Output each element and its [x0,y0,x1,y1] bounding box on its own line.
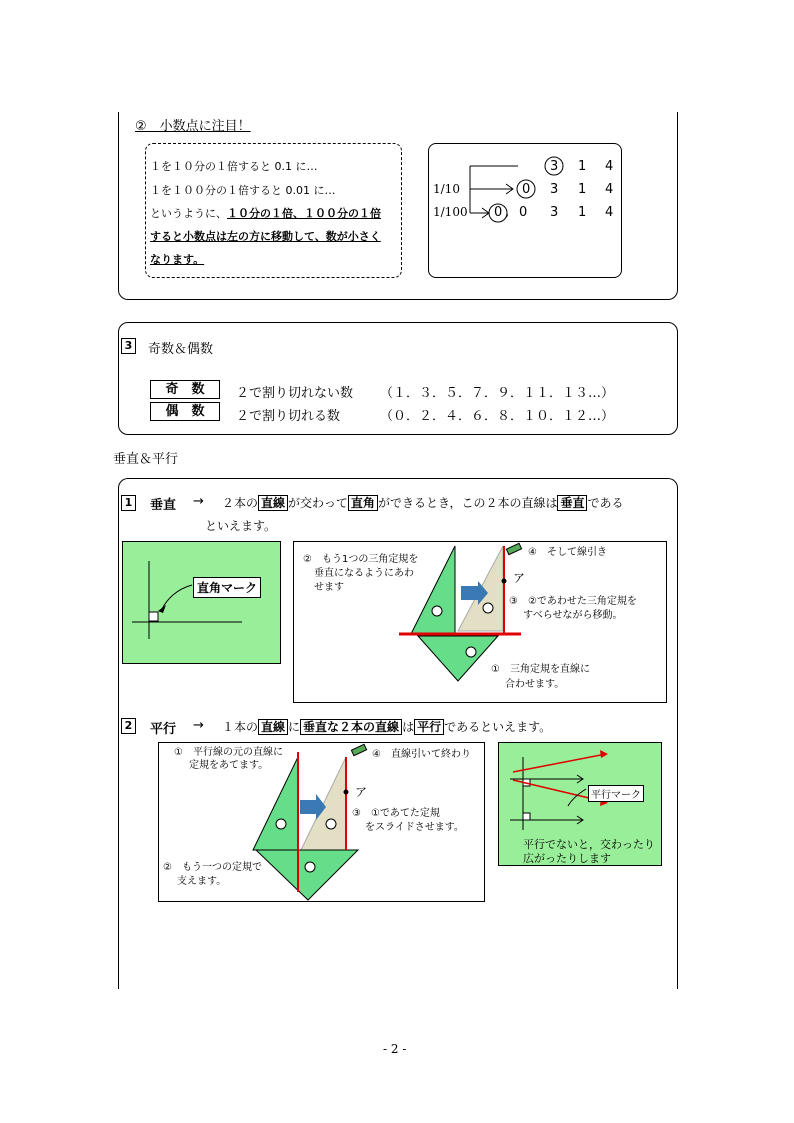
perp-arrow: → [193,494,204,509]
para-def-t4: であるといえます。 [444,720,552,734]
perp-def-keyword-perpendicular: 垂直 [557,495,587,511]
perp-def-t1: ２本の [222,496,259,510]
para-def-t1: １本の [222,720,259,734]
para-step3-line2: をスライドさせます。 [365,822,464,833]
perp-step2-line2: 垂直になるようにあわ [314,568,414,579]
para-def-keyword-parallel: 平行 [414,719,444,735]
row2-digit-4: 4 [605,182,614,197]
odd-examples: （１．３．５．７．９．１１．１３…） [380,386,615,401]
explanation-line-4: すると小数点は左の方に移動して、数が小さく [150,230,381,243]
parallel-mark-label: 平行マーク [588,785,644,802]
perp-def-keyword-line: 直線 [258,495,288,511]
para-step2-line1: ② もう一つの定規で [163,862,262,873]
row2-digit-1: 1 [578,182,587,197]
row2-digit-0: 0 [522,182,531,197]
section3-number: 3 [121,338,136,354]
right-angle-drawing [122,541,280,663]
perp-definition-line2: といえます。 [205,519,277,533]
even-label: 偶 数 [150,402,220,421]
explanation-line-3 [150,205,381,221]
row2-label: 1/10 [433,182,460,196]
page-number: - 2 - [383,1042,407,1056]
even-text: ２で割り切れる数 [236,409,341,424]
perp-definition [222,494,624,511]
para-def-keyword-two-perp: 垂直な２本の直線 [300,719,402,735]
para-def-t3: は [402,720,415,734]
explanation-line-1: １を１０分の１倍すると 0.1 に… [150,160,318,173]
perp-step2-line3: せます [314,582,344,593]
row1-digit-1: 1 [578,159,587,174]
perp-def-t3: ができるとき，この２本の直線は [377,496,558,510]
para-number: 2 [121,718,136,734]
right-angle-mark-label: 直角マーク [193,577,261,598]
row3-label: 1/100 [433,205,468,219]
row1-digit-4: 4 [605,159,614,174]
para-step1-line1: ① 平行線の元の直線に [174,747,283,758]
section2-heading: ② 小数点に注目！ [135,119,251,134]
explanation-line-3b: １０分の１倍、１００分の１倍 [227,207,381,220]
odd-label: 奇 数 [150,380,220,399]
even-examples: （０．２．４．６．８．１０．１２…） [380,409,615,424]
odd-text: ２で割り切れない数 [236,386,354,401]
para-step4: ④ 直線引いて終わり [372,749,471,760]
para-definition [222,718,551,735]
perp-step4: ④ そして線引き [528,547,607,558]
row3-digit-0: 0 [494,205,503,220]
row3-digit-3: 3 [550,205,559,220]
row3-digit-1: 1 [578,205,587,220]
parallel-note-line1: 平行でないと，交わったり [523,838,655,851]
perp-step1-line1: ① 三角定規を直線に [491,664,590,675]
perp-step3-line2: すべらせながら移動。 [523,610,623,621]
row2-digit-3: 3 [550,182,559,197]
parallel-note-line2: 広がったりします [523,852,611,865]
explanation-line-5: なります。 [150,253,205,266]
perp-a-label: ア [513,571,526,585]
perp-def-t2: が交わって [288,496,348,510]
perp-def-t4: である [587,496,624,510]
explanation-line-3a: というように、 [150,207,227,220]
perp-number: 1 [121,495,136,511]
row3-digit-4: 4 [605,205,614,220]
section3-title: 奇数＆偶数 [148,342,214,357]
para-arrow: → [193,718,204,733]
para-a-label: ア [355,785,368,799]
para-step1-line2: 定規をあてます。 [189,760,269,771]
para-step2-line2: 支えます。 [177,876,227,887]
perp-step2-line1: ② もう1つの三角定規を [303,554,419,565]
para-title: 平行 [150,722,177,737]
perp-def-keyword-right-angle: 直角 [348,495,378,511]
row3-decimal-dot: , [505,205,510,220]
explanation-line-2: １を１００分の１倍すると 0.01 に… [150,184,336,197]
row3-digit-00: 0 [519,205,528,220]
para-step3-line1: ③ ①であてた定規 [352,808,440,819]
perp-step1-line2: 合わせます。 [505,679,565,690]
para-def-keyword-line: 直線 [258,719,288,735]
para-def-t2: に [288,720,301,734]
perp-step3-line1: ③ ②であわせた三角定規を [509,596,637,607]
perp-title: 垂直 [150,498,177,513]
row1-digit-3: 3 [550,159,559,174]
section-heading: 垂直＆平行 [113,452,179,467]
